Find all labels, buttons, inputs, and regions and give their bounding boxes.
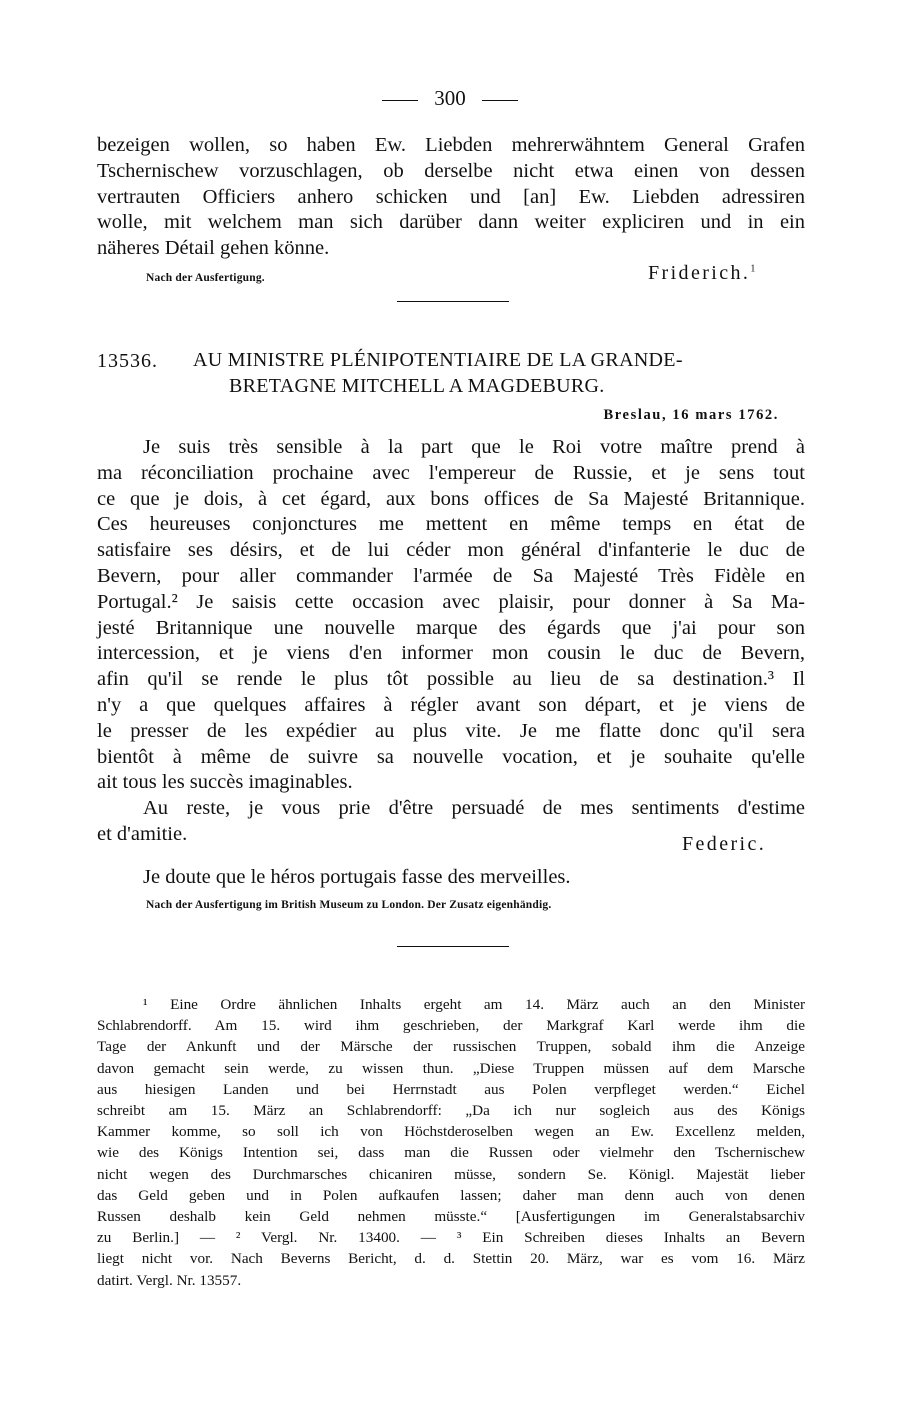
letter-line: Portugal.² Je saisis cette occasion avec plaisir, pour donner à Sa Ma- (97, 590, 805, 613)
footnote-line: davon gemacht sein werde, zu wissen thun. „Diese Truppen müssen auf dem Marsche (97, 1059, 805, 1077)
footnote-line: datirt. Vergl. Nr. 13557. (97, 1271, 242, 1289)
letter-body (97, 435, 805, 796)
section-divider (397, 301, 509, 302)
footnote-line: Russen deshalb kein Geld nehmen müsste.“ [Ausfertigungen im Generalstabsarchiv (97, 1208, 805, 1226)
signature-friderich (648, 262, 755, 285)
footnote-line: liegt nicht vor. Nach Beverns Bericht, d. d. Stettin 20. März, war es vom 16. März (97, 1250, 805, 1268)
postscript (143, 865, 803, 891)
footnote-line: schreibt am 15. März an Schlabrendorff: „Da ich nur sogleich aus des Königs (97, 1102, 805, 1120)
source-note: Nach der Ausfertigung. (146, 272, 265, 284)
letter-line: ce que je dois, à cet égard, aux bons offices de Sa Majesté Britannique. (97, 487, 805, 510)
footnote-line: aus hiesigen Landen und bei Herrnstadt aus Polen verpfleget werden.“ Eichel (97, 1080, 805, 1098)
letter-line: ma réconciliation prochaine avec l'empereur de Russie, et je sens tout (97, 461, 805, 484)
intro-line: Tschernischew vorzuschlagen, ob derselbe nicht etwa einen von dessen (97, 159, 805, 182)
letter-line: satisfaire ses désirs, et de lui céder mon général d'infanterie le duc de (97, 539, 805, 562)
footnote-line: ¹ Eine Ordre ähnlichen Inhalts ergeht am 14. März auch an den Minister (143, 996, 805, 1013)
letter-line: Je suis très sensible à la part que le Roi votre maître prend à (143, 436, 805, 458)
closing-line-2: et d'amitie. (97, 822, 188, 845)
closing-line-1: Au reste, je vous prie d'être persuadé de mes sentiments d'estime (143, 797, 805, 819)
footnote-line: zu Berlin.] — ² Vergl. Nr. 13400. — ³ Ein Schreiben dieses Inhalts an Bevern (97, 1229, 805, 1247)
intro-line: näheres Détail gehen könne. (97, 237, 330, 260)
page-header (0, 86, 900, 111)
intro-paragraph (97, 133, 805, 262)
page-number: 300 (434, 86, 466, 110)
section-divider (397, 946, 509, 947)
letter-line: ait tous les succès imaginables. (97, 771, 353, 794)
letter-line: intercession, et je viens d'en informer mon cousin le duc de Bevern, (97, 642, 805, 665)
dateline: Breslau, 16 mars 1762. (603, 407, 779, 423)
footnote-line: nicht wegen des Durchmarsches chicaniren müsse, sondern Se. Königl. Majestät lieber (97, 1165, 805, 1183)
signature-federic: Federic. (682, 833, 767, 855)
document-title (193, 347, 813, 399)
footnote-line: das Geld geben und in Polen aufkaufen lassen; daher man denn auch von denen (97, 1186, 805, 1204)
intro-line: vertrauten Officiers anhero schicken und [an] Ew. Liebden adressiren (97, 185, 805, 208)
letter-line: n'y a que quelques affaires à régler avant son départ, et je viens de (97, 693, 805, 716)
letter-line: jesté Britannique une nouvelle marque des égards que j'ai pour son (97, 616, 805, 639)
intro-line: bezeigen wollen, so haben Ew. Liebden mehrerwähntem General Grafen (97, 134, 805, 156)
footnote-line: wie des Königs Intention sei, dass man die Russen oder vielmehr den Tschernischew (97, 1144, 805, 1162)
intro-line: wolle, mit welchem man sich darüber dann weiter expliciren und in ein (97, 211, 805, 234)
source-note: Nach der Ausfertigung im British Museum zu London. Der Zusatz eigenhändig. (146, 899, 552, 911)
signature-name: Friderich. (648, 262, 751, 284)
footnote-line: Kammer komme, so soll ich von Höchstderoselben wegen an Ew. Excellenz melden, (97, 1123, 805, 1141)
letter-line: le presser de les expédier au plus vite. Je me flatte donc qu'il sera (97, 719, 805, 742)
letter-line: afin qu'il se rende le plus tôt possible au lieu de sa destination.³ Il (97, 668, 805, 691)
header-dash-right (482, 100, 518, 101)
footnotes (97, 994, 805, 1291)
footnote-marker: 1 (750, 263, 756, 275)
footnote-line: Tage der Ankunft und der Märsche der russischen Truppen, sobald ihm die Anzeige (97, 1038, 805, 1056)
postscript-text: Je doute que le héros portugais fasse des merveilles. (143, 866, 571, 888)
title-line-1: AU MINISTRE PLÉNIPOTENTIAIRE DE LA GRANDE- (193, 349, 683, 371)
document-number: 13536. (97, 350, 158, 372)
header-dash-left (382, 100, 418, 101)
letter-line: bientôt à même de suivre sa nouvelle vocation, et je souhaite qu'elle (97, 745, 805, 768)
title-line-2: BRETAGNE MITCHELL A MAGDEBURG. (229, 375, 605, 397)
letter-line: Bevern, pour aller commander l'armée de Sa Majesté Très Fidèle en (97, 564, 805, 587)
letter-line: Ces heureuses conjonctures me mettent en même temps en état de (97, 513, 805, 536)
footnote-line: Schlabrendorff. Am 15. wird ihm geschrieben, der Markgraf Karl werde ihm die (97, 1017, 805, 1035)
